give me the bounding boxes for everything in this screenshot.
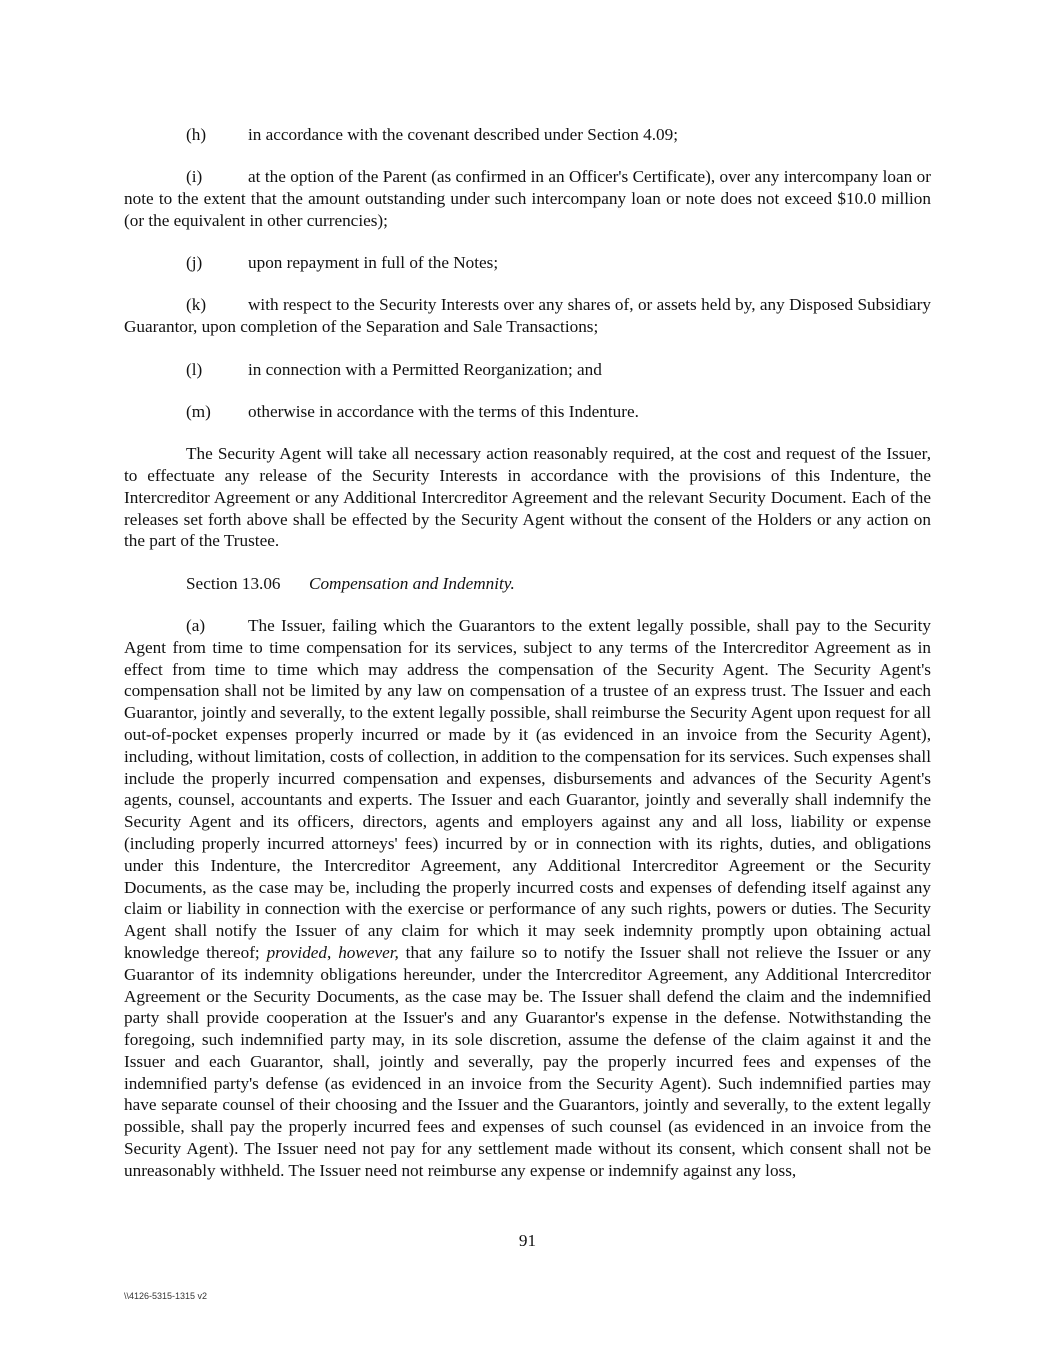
- item-label: (l): [186, 359, 203, 379]
- release-paragraph: The Security Agent will take all necessary action reasonably required, at the cost and request of the Issuer, to effectuate any release of the Security Interests in accordance with the provisions of this Indenture, the Intercreditor Agreement or any Additional Intercreditor Agreement and the relevant Security Document. Each of the releases set forth above shall be effected by the Security Agent without the consent of the Holders or any action on the part of the Trustee.: [124, 444, 931, 551]
- provided-term: provided: [266, 942, 328, 962]
- item-text: upon repayment in full of the Notes;: [248, 253, 499, 273]
- page-number: 91: [518, 1231, 537, 1250]
- item-label: (h): [186, 125, 207, 144]
- list-item-j: [124, 252, 931, 274]
- item-text: in accordance with the covenant described under Section 4.09;: [248, 125, 679, 144]
- document-id: \\4126-5315-1315 v2: [124, 1291, 208, 1301]
- indemnity-paragraph: [124, 615, 931, 1182]
- indemnity-text-part2: that any failure so to notify the Issuer shall not relieve the Issuer or any Guarantor of its indemnity obligations hereunder, under the Intercreditor Agreement, any Additional Intercreditor Agreement or the Security Documents, as the case may be. The Issuer shall defend the claim and the indemnified party shall provide cooperation at the Issuer's and any Guarantor's expense in the defense. Notwithstanding the foregoing, such indemnified party may, in its sole discretion, assume the defense of the claim against it and the Issuer and each Guarantor, shall, jointly and severally, pay the properly incurred fees and expenses of the indemnified party's defense (as evidenced in an invoice from the Security Agent). Such indemnified parties may have separate counsel of their choosing and the Issuer and the Guarantors, jointly and severally, to the extent legally possible, shall pay the properly incurred fees and expenses of such counsel (as evidenced in an invoice from the Security Agent). The Issuer need not pay for any settlement made without its consent, which consent shall not be unreasonably withheld. The Issuer need not reimburse any expense or indemnify against any loss,: [124, 942, 932, 1180]
- list-item-m: [124, 401, 931, 423]
- list-item-h: [124, 124, 931, 146]
- item-label: (i): [186, 167, 203, 187]
- indemnity-text-part1: The Issuer, failing which the Guarantors to the extent legally possible, shall pay to the Security Agent from time to time compensation for its services, subject to any terms of the Intercreditor Agreement as in effect from time to time which may address the compensation of the Security Agent. The Security Agent's compensation shall not be limited by any law on compensation of a trustee of an express trust. The Issuer and each Guarantor, jointly and severally, to the extent legally possible, shall reimburse the Security Agent upon request for all out-of-pocket expenses properly incurred or made by it (as evidenced in an invoice from the Security Agent), including, without limitation, costs of collection, in addition to the compensation for its services. Such expenses shall include the properly incurred compensation and expenses, disbursements and advances of the Security Agent's agents, counsel, accountants and experts. The Issuer and each Guarantor, jointly and severally shall indemnify the Security Agent and its officers, directors, agents and employers against any and all loss, liability or expense (including properly incurred attorneys' fees) incurred by or in connection with its rights, duties, and obligations under this Indenture, the Intercreditor Agreement, any Additional Intercreditor Agreement or the Security Documents, as the case may be, including the properly incurred costs and expenses of defending itself against any claim or liability in connection with the exercise or performance of any such rights, powers or duties. The Security Agent shall notify the Issuer of any claim for which it may seek indemnity promptly upon obtaining actual knowledge thereof;: [124, 615, 931, 962]
- item-text: with respect to the Security Interests over any shares of, or assets held by, any Disposed Subsidiary Guarantor, upon completion of the Separation and Sale Transactions;: [124, 295, 931, 337]
- document-page: [124, 124, 931, 1202]
- item-label: (k): [186, 295, 207, 315]
- list-item-k: [124, 294, 931, 338]
- list-item-l: [124, 359, 931, 381]
- however-term: however,: [338, 942, 399, 962]
- item-label: (m): [186, 401, 211, 421]
- item-label: (a): [186, 615, 206, 635]
- item-text: in connection with a Permitted Reorganization; and: [248, 359, 602, 379]
- section-number: Section 13.06: [186, 573, 281, 593]
- item-text: otherwise in accordance with the terms of this Indenture.: [248, 401, 639, 421]
- section-heading: [124, 573, 931, 595]
- section-title: Compensation and Indemnity.: [309, 573, 515, 593]
- comma: ,: [327, 942, 332, 962]
- list-item-i: [124, 166, 931, 231]
- item-text: at the option of the Parent (as confirmed in an Officer's Certificate), over any intercompany loan or note to the extent that the amount outstanding under such intercompany loan or note does not exceed $10.0 million (or the equivalent in other currencies);: [124, 167, 931, 230]
- item-label: (j): [186, 253, 203, 273]
